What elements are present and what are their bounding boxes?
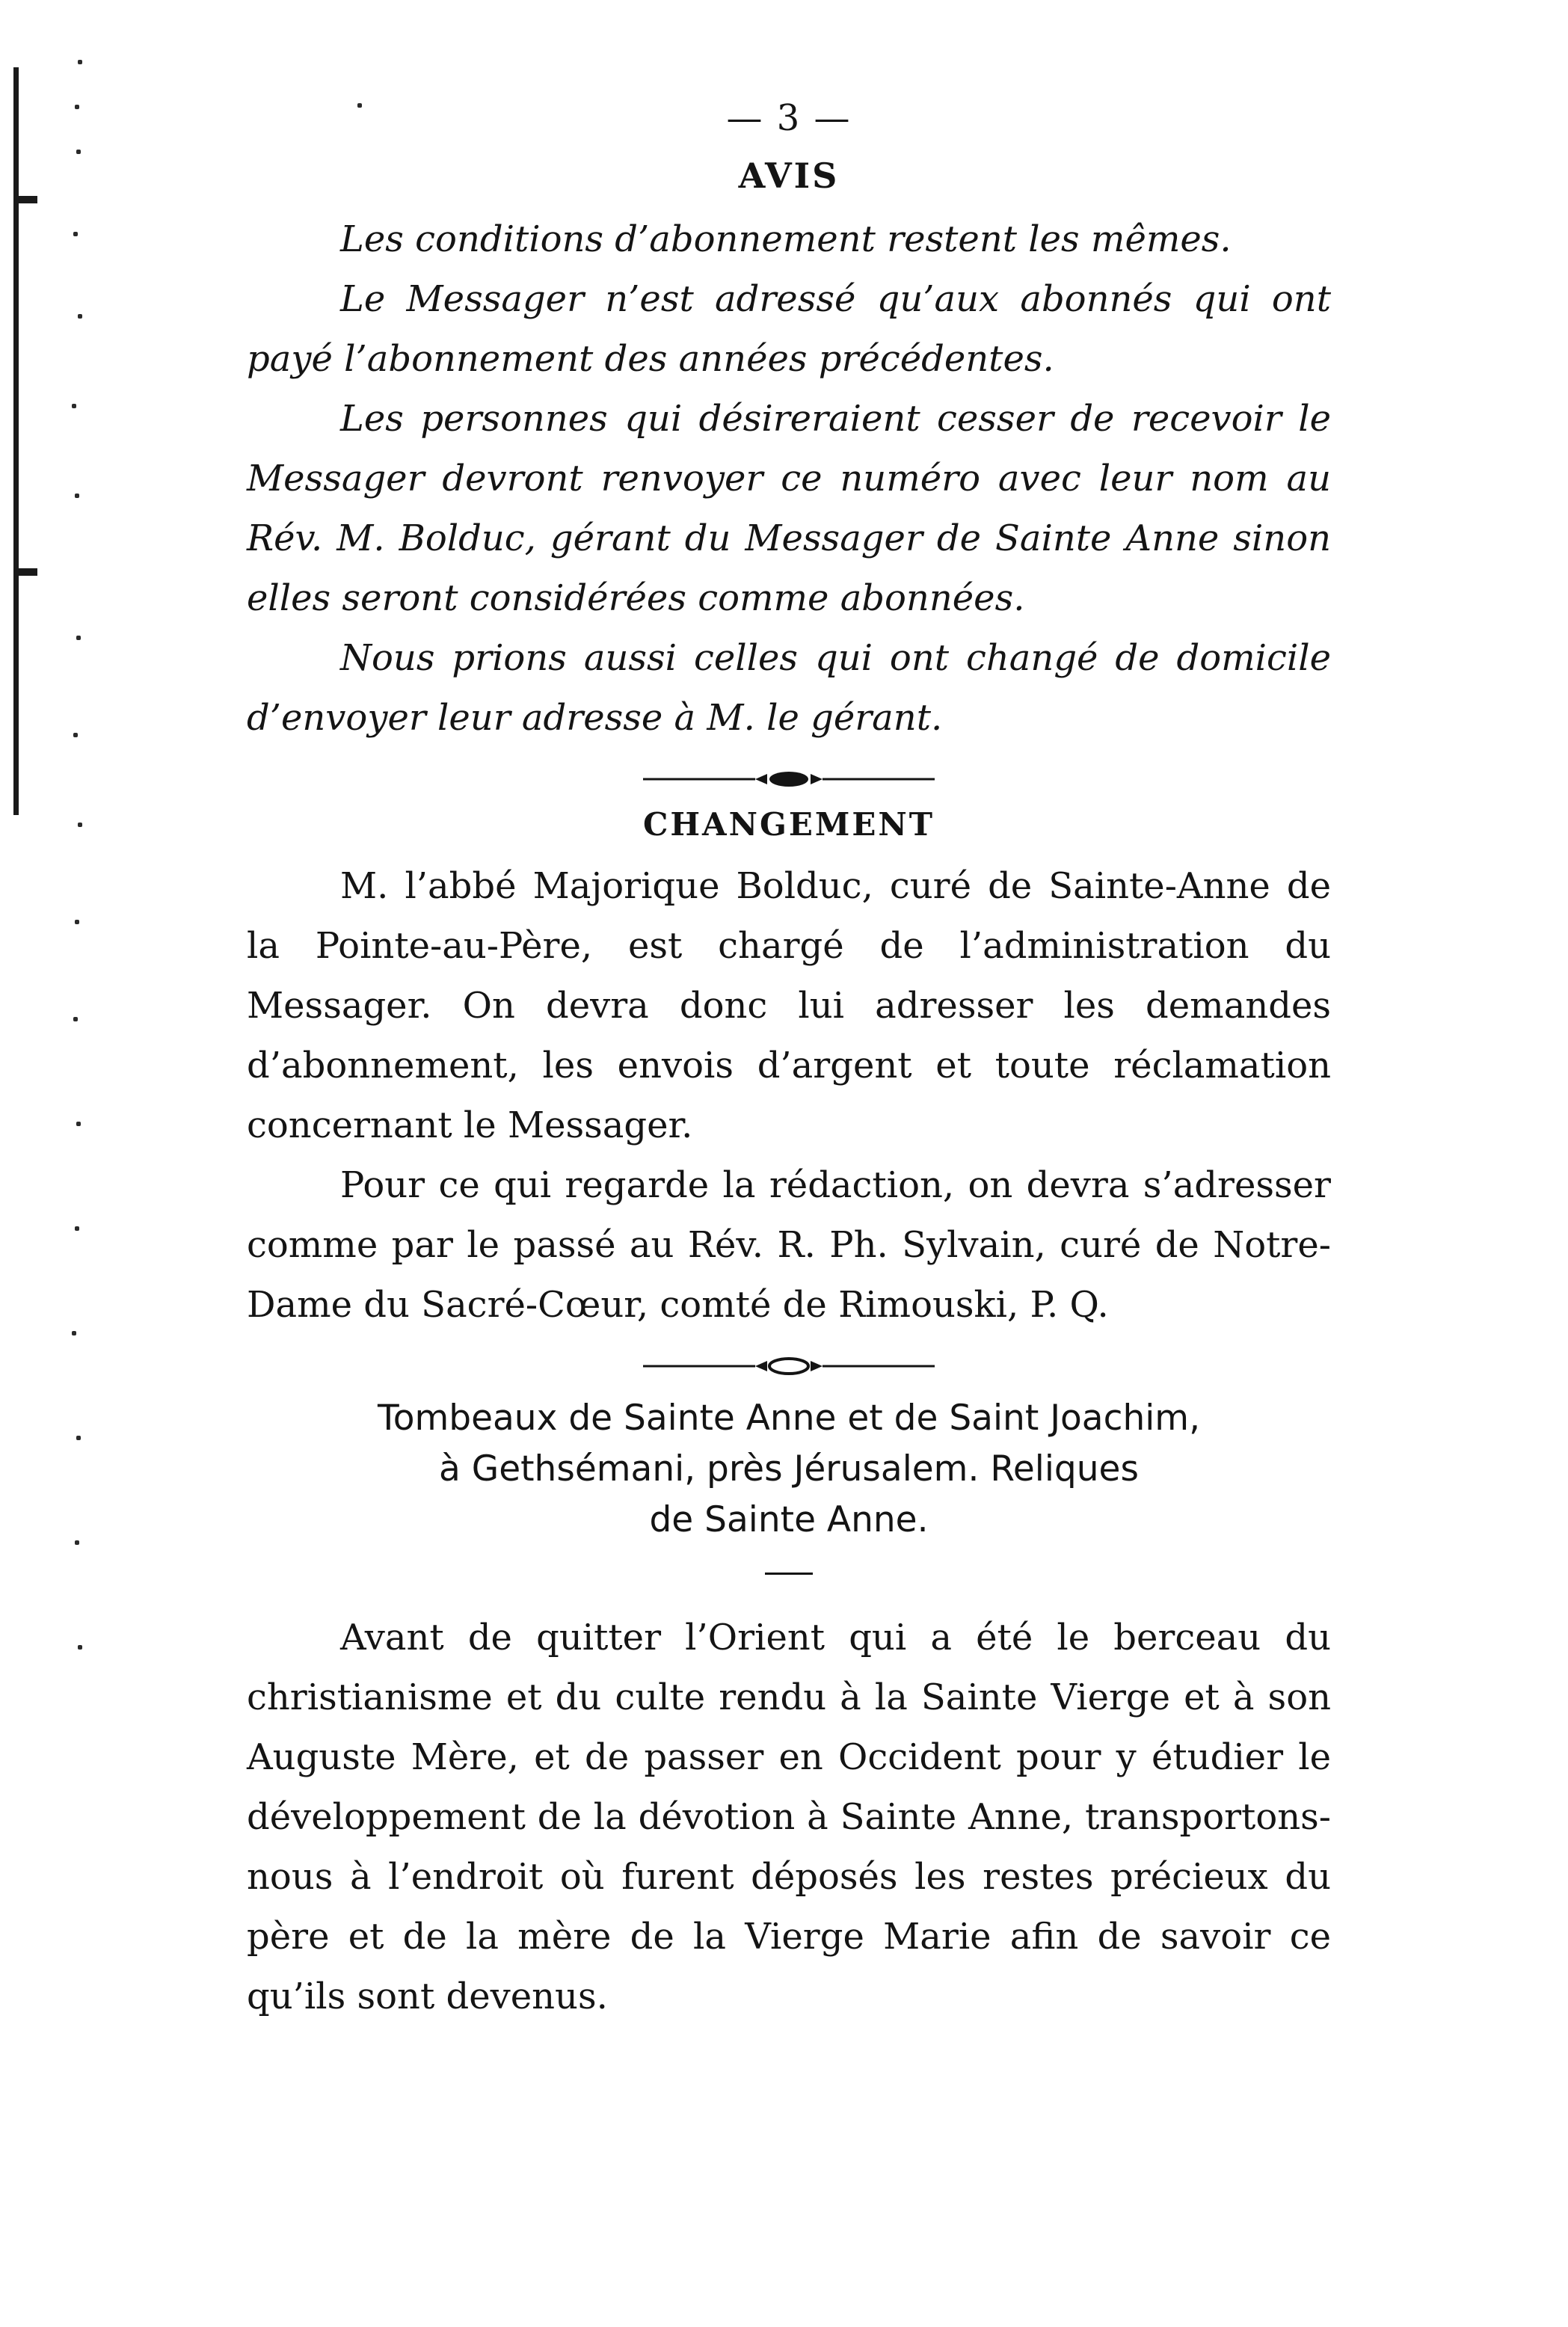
scan-speck [72, 1331, 76, 1335]
changement-paragraph: M. l’abbé Majorique Bolduc, curé de Sainte-Anne de la Pointe-au-Père, est chargé de l’administration du Messager. On devra donc lui adresser les demandes d’abonnement, les envois d’argent et toute réclamation concernant le Messager. [247, 865, 1331, 1146]
scan-speck [78, 823, 82, 827]
scan-speck [78, 60, 82, 64]
scan-speck [75, 920, 79, 924]
avis-paragraph: Le Messager n’est adressé qu’aux abonnés qui ont payé l’abonnement des années précédentes. [247, 278, 1331, 380]
scan-speck [72, 404, 76, 408]
scan-speck [73, 1017, 78, 1021]
tombeaux-title-line: à Gethsémani, près Jérusalem. Reliques [439, 1448, 1139, 1490]
changement-section [247, 806, 1331, 1335]
tombeaux-section [247, 1393, 1331, 2026]
scan-speck [78, 1645, 82, 1650]
ornamental-divider [643, 1356, 935, 1377]
avis-paragraph: Les personnes qui désireraient cesser de recevoir le Messager devront renvoyer ce numéro avec leur nom au Rév. M. Bolduc, gérant du Messager de Sainte Anne sinon elles seront considérées comme abonnées. [247, 398, 1331, 619]
binding-mark [16, 196, 37, 203]
binding-mark [16, 568, 37, 576]
avis-paragraph: Les conditions d’abonnement restent les mêmes. [340, 218, 1232, 260]
page-content [247, 97, 1331, 2191]
avis-section [247, 156, 1331, 748]
scan-speck [73, 232, 78, 236]
tombeaux-paragraph: Avant de quitter l’Orient qui a été le berceau du christianisme et du culte rendu à la Sainte Vierge et à son Auguste Mère, et de passer en Occident pour y étudier le développement de la dévotion à Sainte Anne, transportons-nous à l’endroit où furent déposés les restes précieux du père et de la mère de la Vierge Marie afin de savoir ce qu’ils sont devenus. [247, 1617, 1331, 2017]
binding-line [13, 67, 19, 815]
scan-speck [76, 1436, 81, 1440]
avis-paragraph: Nous prions aussi celles qui ont changé de domicile d’envoyer leur adresse à M. le gérant. [247, 637, 1331, 739]
tombeaux-title-line: de Sainte Anne. [649, 1499, 929, 1540]
scan-speck [75, 1540, 79, 1545]
avis-heading: AVIS [738, 156, 840, 196]
ornamental-divider [643, 769, 935, 790]
scan-speck [75, 105, 79, 109]
page-number: — 3 — [726, 97, 852, 139]
tombeaux-title [247, 1393, 1331, 1546]
scan-speck [75, 1226, 79, 1231]
scan-speck [78, 314, 82, 319]
tombeaux-title-line: Tombeaux de Sainte Anne et de Saint Joachim, [377, 1398, 1201, 1439]
scan-speck [76, 150, 81, 154]
scan-speck [76, 1122, 81, 1126]
scan-speck [73, 733, 78, 737]
scan-speck [76, 636, 81, 640]
changement-paragraph: Pour ce qui regarde la rédaction, on devra s’adresser comme par le passé au Rév. R. Ph. Sylvain, curé de Notre-Dame du Sacré-Cœur, comté de Rimouski, P. Q. [247, 1164, 1331, 1326]
short-rule [765, 1573, 813, 1575]
changement-heading: CHANGEMENT [642, 806, 935, 843]
scan-speck [75, 494, 79, 498]
